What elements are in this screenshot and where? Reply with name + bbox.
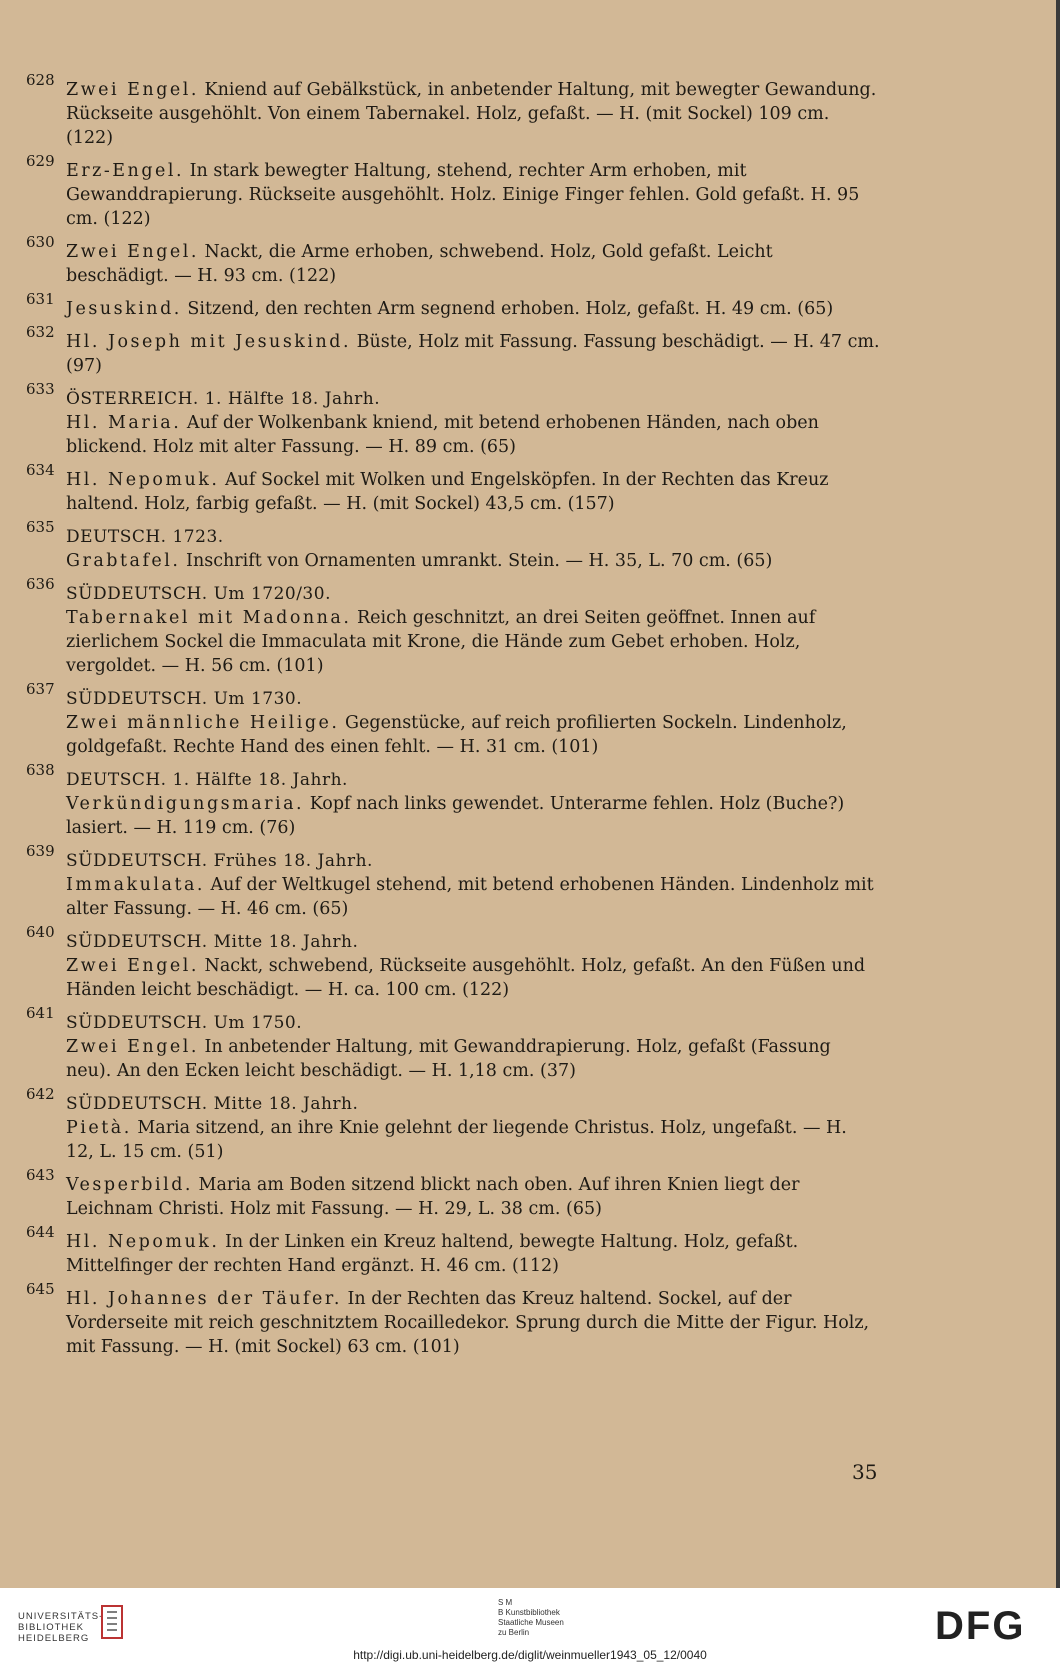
entry-body	[28, 1035, 880, 1083]
entry-description: Büste, Holz mit Fassung. Fassung beschädigt. — H. 47 cm. (97)	[66, 332, 880, 376]
entry-number: 633	[26, 380, 55, 398]
university-library-logo[interactable]	[18, 1611, 103, 1644]
catalog-entry	[26, 761, 880, 840]
page-number: 35	[852, 1460, 878, 1484]
permalink-url[interactable]: http://digi.ub.uni-heidelberg.de/diglit/weinmueller1943_05_12/0040	[353, 1648, 707, 1662]
catalog-entry	[26, 1223, 880, 1278]
catalog-entry	[26, 1085, 880, 1164]
entry-body	[28, 606, 880, 678]
entry-body	[28, 411, 880, 459]
entry-body	[28, 1173, 880, 1221]
catalog-entry	[26, 233, 880, 288]
entry-number: 636	[26, 575, 55, 593]
entry-body	[28, 1116, 880, 1164]
entry-body	[28, 240, 880, 288]
entry-period-heading: SÜDDEUTSCH. Mitte 18. Jahrh.	[66, 932, 359, 952]
entry-description: Reich geschnitzt, an drei Seiten geöffnet. Innen auf zierlichem Sockel die Immaculata mit Krone, die Hände zum Gebet erhoben. Holz, vergoldet. — H. 56 cm. (101)	[66, 608, 816, 676]
stamp-line-3: Staatliche Museen	[498, 1618, 564, 1627]
entry-description: In stark bewegter Haltung, stehend, rechter Arm erhoben, mit Gewanddrapierung. Rückseite ausgehöhlt. Holz. Einige Finger fehlen. Gold gefaßt. H. 95 cm. (122)	[66, 161, 860, 229]
entry-description: Kniend auf Gebälkstück, in anbetender Haltung, mit bewegter Gewandung. Rückseite ausgehöhlt. Von einem Tabernakel. Holz, gefaßt. — H. (mit Sockel) 109 cm. (122)	[66, 80, 877, 148]
entry-description: Gegenstücke, auf reich profilierten Sockeln. Lindenholz, goldgefaßt. Rechte Hand des einen fehlt. — H. 31 cm. (101)	[66, 713, 847, 757]
viewer-footer	[0, 1588, 1060, 1666]
entry-number: 629	[26, 152, 55, 170]
catalog-entries	[26, 71, 880, 1368]
entry-description: In anbetender Haltung, mit Gewanddrapierung. Holz, gefaßt (Fassung neu). An den Ecken leicht beschädigt. — H. 1,18 cm. (37)	[66, 1037, 831, 1081]
entry-number: 644	[26, 1223, 55, 1241]
entry-number: 645	[26, 1280, 55, 1298]
catalog-entry	[26, 923, 880, 1002]
entry-number: 639	[26, 842, 55, 860]
catalog-entry	[26, 461, 880, 516]
entry-period-heading: DEUTSCH. 1723.	[66, 527, 224, 547]
entry-description: Sitzend, den rechten Arm segnend erhoben. Holz, gefaßt. H. 49 cm. (65)	[187, 299, 834, 319]
entry-body	[28, 954, 880, 1002]
uni-logo-line-3: HEIDELBERG	[18, 1633, 90, 1644]
entry-body	[28, 1230, 880, 1278]
catalog-entry	[26, 575, 880, 678]
entry-description: Auf der Wolkenbank kniend, mit betend erhobenen Händen, nach oben blickend. Holz mit alter Fassung. — H. 89 cm. (65)	[66, 413, 819, 457]
entry-period-heading: SÜDDEUTSCH. Mitte 18. Jahrh.	[66, 1094, 359, 1114]
entry-body	[28, 792, 880, 840]
entry-body	[28, 873, 880, 921]
catalog-entry	[26, 1166, 880, 1221]
entry-period-heading: SÜDDEUTSCH. Frühes 18. Jahrh.	[66, 851, 373, 871]
entry-number: 631	[26, 290, 55, 308]
dfg-logo[interactable]: DFG	[935, 1604, 1026, 1648]
entry-period-heading: SÜDDEUTSCH. Um 1720/30.	[66, 584, 331, 604]
stamp-line-2: B Kunstbibliothek	[498, 1608, 560, 1617]
entry-body	[28, 468, 880, 516]
entry-period-heading: SÜDDEUTSCH. Um 1750.	[66, 1013, 303, 1033]
entry-title: Hl. Joseph mit Jesuskind.	[66, 332, 352, 352]
catalog-entry	[26, 1280, 880, 1359]
entry-period-heading: SÜDDEUTSCH. Um 1730.	[66, 689, 303, 709]
uni-logo-line-2: BIBLIOTHEK	[18, 1622, 84, 1633]
entry-description: Nackt, schwebend, Rückseite ausgehöhlt. Holz, gefaßt. An den Füßen und Händen leicht beschädigt. — H. ca. 100 cm. (122)	[66, 956, 866, 1000]
entry-description: Maria am Boden sitzend blickt nach oben. Auf ihren Knien liegt der Leichnam Christi. Holz mit Fassung. — H. 29, L. 38 cm. (65)	[66, 1175, 800, 1219]
entry-number: 640	[26, 923, 55, 941]
university-crest-icon	[98, 1602, 126, 1642]
catalog-entry	[26, 380, 880, 459]
entry-number: 637	[26, 680, 55, 698]
entry-body	[28, 297, 880, 321]
entry-number: 634	[26, 461, 55, 479]
entry-title: Hl. Johannes der Täufer.	[66, 1289, 342, 1309]
entry-number: 635	[26, 518, 55, 536]
entry-title: Immakulata.	[66, 875, 205, 895]
catalog-entry	[26, 323, 880, 378]
entry-number: 643	[26, 1166, 55, 1184]
entry-title: Zwei Engel.	[66, 1037, 199, 1057]
entry-body	[28, 711, 880, 759]
catalog-entry	[26, 1004, 880, 1083]
entry-description: In der Linken ein Kreuz haltend, bewegte Haltung. Holz, gefaßt. Mittelfinger der rechten Hand ergänzt. H. 46 cm. (112)	[66, 1232, 799, 1276]
entry-period-heading: ÖSTERREICH. 1. Hälfte 18. Jahrh.	[66, 389, 381, 409]
catalog-entry	[26, 518, 880, 573]
entry-body	[28, 1287, 880, 1359]
entry-description: Auf Sockel mit Wolken und Engelsköpfen. In der Rechten das Kreuz haltend. Holz, farbig gefaßt. — H. (mit Sockel) 43,5 cm. (157)	[66, 470, 829, 514]
stamp-line-4: zu Berlin	[498, 1628, 530, 1637]
entry-title: Pietà.	[66, 1118, 132, 1138]
entry-body	[28, 549, 880, 573]
entry-description: Nackt, die Arme erhoben, schwebend. Holz, Gold gefaßt. Leicht beschädigt. — H. 93 cm. (122)	[66, 242, 773, 286]
entry-description: Kopf nach links gewendet. Unterarme fehlen. Holz (Buche?) lasiert. — H. 119 cm. (76)	[66, 794, 845, 838]
museum-stamp	[498, 1598, 564, 1638]
entry-title: Zwei Engel.	[66, 242, 199, 262]
entry-body	[28, 78, 880, 150]
entry-period-heading: DEUTSCH. 1. Hälfte 18. Jahrh.	[66, 770, 348, 790]
entry-description: Maria sitzend, an ihre Knie gelehnt der liegende Christus. Holz, ungefaßt. — H. 12, L. 15 cm. (51)	[66, 1118, 847, 1162]
entry-title: Erz-Engel.	[66, 161, 185, 181]
entry-title: Tabernakel mit Madonna.	[66, 608, 352, 628]
entry-description: Inschrift von Ornamenten umrankt. Stein. — H. 35, L. 70 cm. (65)	[186, 551, 773, 571]
entry-title: Verkündigungsmaria.	[66, 794, 305, 814]
entry-description: In der Rechten das Kreuz haltend. Sockel, auf der Vorderseite mit reich geschnitztem Rocailledekor. Sprung durch die Mitte der Figur. Holz, mit Fassung. — H. (mit Sockel) 63 cm. (101)	[66, 1289, 870, 1357]
entry-body	[28, 159, 880, 231]
catalog-entry	[26, 71, 880, 150]
entry-number: 632	[26, 323, 55, 341]
entry-title: Vesperbild.	[66, 1175, 193, 1195]
entry-number: 630	[26, 233, 55, 251]
catalog-entry	[26, 680, 880, 759]
catalog-entry	[26, 842, 880, 921]
entry-description: Auf der Weltkugel stehend, mit betend erhobenen Händen. Lindenholz mit alter Fassung. — H. 46 cm. (65)	[66, 875, 874, 919]
entry-number: 638	[26, 761, 55, 779]
entry-title: Zwei männliche Heilige.	[66, 713, 340, 733]
stamp-line-1: S M	[498, 1598, 513, 1607]
catalog-entry	[26, 290, 880, 321]
entry-title: Zwei Engel.	[66, 80, 199, 100]
entry-body	[28, 330, 880, 378]
entry-number: 628	[26, 71, 55, 89]
uni-logo-line-1: UNIVERSITÄTS-	[18, 1611, 104, 1622]
entry-title: Hl. Maria.	[66, 413, 182, 433]
entry-title: Hl. Nepomuk.	[66, 470, 220, 490]
entry-title: Jesuskind.	[66, 299, 182, 319]
entry-number: 642	[26, 1085, 55, 1103]
entry-number: 641	[26, 1004, 55, 1022]
entry-title: Zwei Engel.	[66, 956, 199, 976]
entry-title: Hl. Nepomuk.	[66, 1232, 220, 1252]
catalog-entry	[26, 152, 880, 231]
entry-title: Grabtafel.	[66, 551, 181, 571]
